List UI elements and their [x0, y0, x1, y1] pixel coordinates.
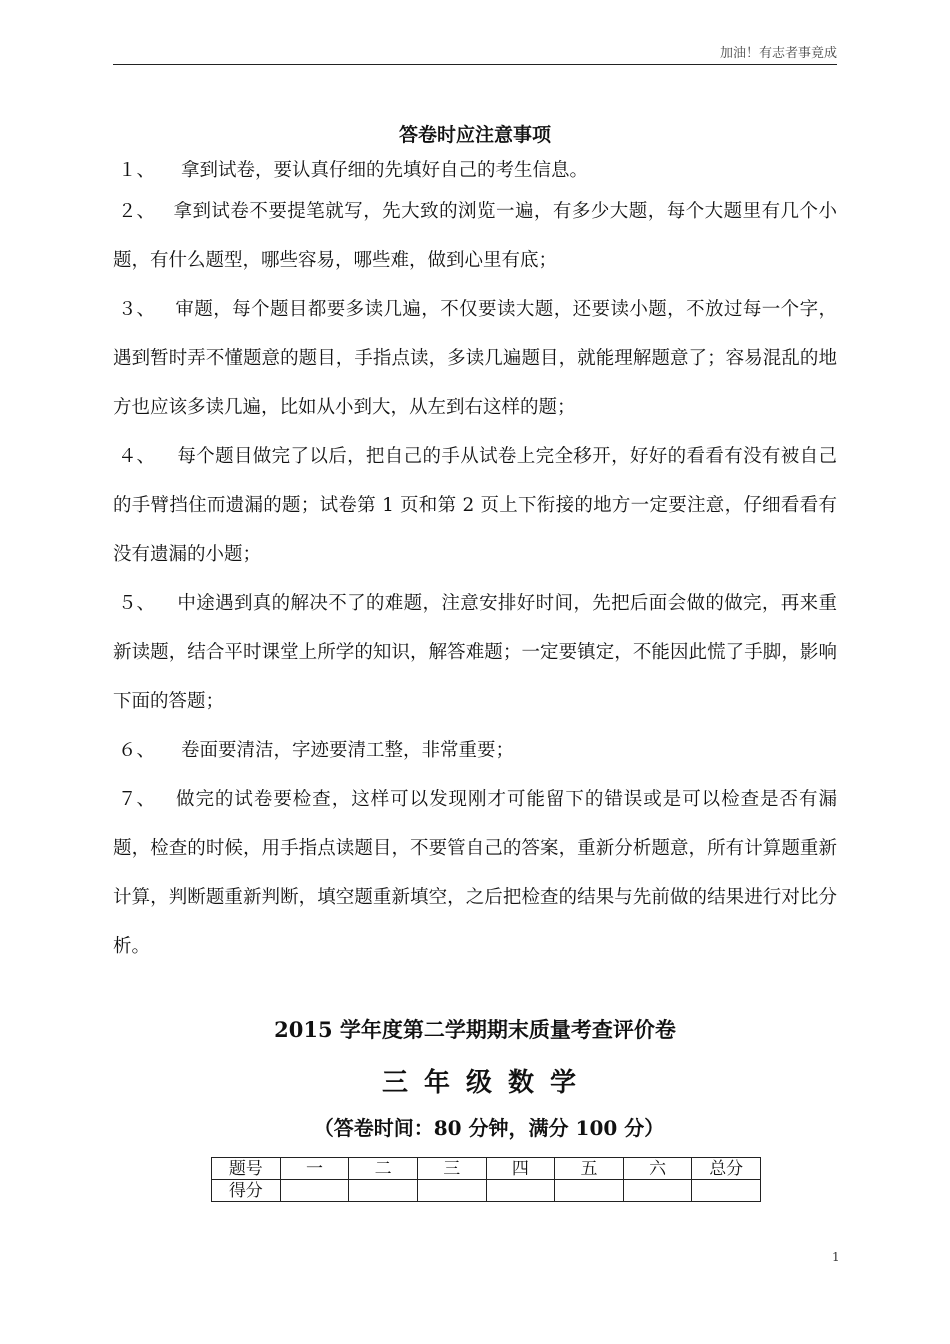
item-number: ６、 — [118, 740, 156, 761]
table-cell: 得分 — [212, 1180, 281, 1202]
table-cell: 四 — [486, 1158, 555, 1180]
table-cell: 二 — [349, 1158, 418, 1180]
header-rule — [113, 64, 837, 65]
item-number: ２、 — [118, 201, 156, 222]
score-entry-cell[interactable] — [486, 1180, 555, 1202]
item-number: ４、 — [118, 446, 156, 467]
header-motto: 加油！有志者事竟成 — [719, 46, 837, 61]
exam-title: 2015 学年度第二学期期末质量考查评价卷 — [274, 1017, 676, 1042]
item-text: 中途遇到真的解决不了的难题，注意安排好时间，先把后面会做的做完，再来重新读题，结合平时课堂上所学的知识，解答难题；一定要镇定，不能因此慌了手脚，影响下面的答题； — [113, 593, 837, 712]
item-number: ５、 — [118, 593, 156, 614]
table-cell: 题号 — [212, 1158, 281, 1180]
score-entry-cell[interactable] — [623, 1180, 692, 1202]
notice-item-3 — [113, 285, 837, 432]
table-cell: 三 — [417, 1158, 486, 1180]
item-number: ３、 — [118, 299, 156, 320]
score-table-header-row — [212, 1158, 761, 1180]
notice-item-2 — [113, 187, 837, 285]
notice-item-6 — [113, 726, 837, 775]
item-number: １、 — [118, 160, 156, 181]
page-number: 1 — [832, 1250, 840, 1264]
score-table-score-row — [212, 1180, 761, 1202]
notice-title: 答卷时应注意事项 — [398, 124, 551, 146]
table-cell: 总分 — [692, 1158, 761, 1180]
item-text: 做完的试卷要检查，这样可以发现刚才可能留下的错误或是可以检查是否有漏题，检查的时候，用手指点读题目，不要管自己的答案，重新分析题意，所有计算题重新计算，判断题重新判断，填空题重新填空，之后把检查的结果与先前做的结果进行对比分析。 — [113, 789, 837, 957]
item-text: 卷面要清洁，字迹要清工整，非常重要； — [181, 740, 515, 761]
item-text: 拿到试卷不要提笔就写，先大致的浏览一遍，有多少大题，每个大题里有几个小题，有什么题型，哪些容易，哪些难，做到心里有底； — [113, 201, 837, 271]
item-text: 拿到试卷，要认真仔细的先填好自己的考生信息。 — [181, 160, 589, 181]
table-cell: 一 — [280, 1158, 349, 1180]
score-entry-cell[interactable] — [555, 1180, 624, 1202]
notice-item-7 — [113, 775, 837, 971]
notice-item-5 — [113, 579, 837, 726]
score-table — [211, 1157, 761, 1202]
exam-subject: 三年级数学 — [381, 1068, 592, 1098]
exam-time-note: （答卷时间：80 分钟，满分 100 分） — [313, 1116, 665, 1140]
table-cell: 六 — [623, 1158, 692, 1180]
score-entry-cell[interactable] — [349, 1180, 418, 1202]
score-entry-cell[interactable] — [692, 1180, 761, 1202]
score-entry-cell[interactable] — [417, 1180, 486, 1202]
notice-item-4 — [113, 432, 837, 579]
table-cell: 五 — [555, 1158, 624, 1180]
score-entry-cell[interactable] — [280, 1180, 349, 1202]
item-text: 每个题目做完了以后，把自己的手从试卷上完全移开，好好的看看有没有被自己的手臂挡住而遗漏的题；试卷第 1 页和第 2 页上下衔接的地方一定要注意，仔细看看有没有遗漏的小题； — [113, 446, 837, 565]
item-text: 审题，每个题目都要多读几遍，不仅要读大题，还要读小题，不放过每一个字，遇到暂时弄不懂题意的题目，手指点读，多读几遍题目，就能理解题意了；容易混乱的地方也应该多读几遍，比如从小到大，从左到右这样的题； — [113, 299, 837, 418]
item-number: ７、 — [118, 789, 156, 810]
